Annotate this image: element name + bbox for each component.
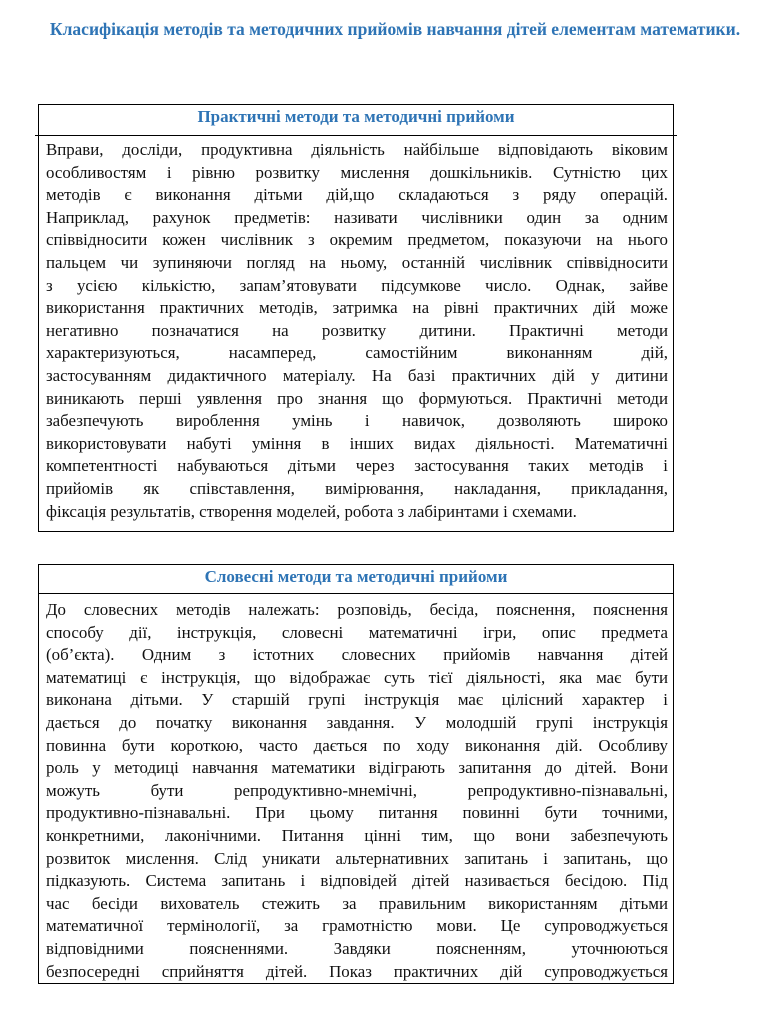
section-heading: Практичні методи та методичні прийоми — [197, 107, 515, 126]
text-line: використовувати набуті уміння в інших видах діяльності. Математичні — [46, 433, 668, 453]
text-line: Наприклад, рахунок предметів: називати числівники один за одним — [46, 207, 668, 227]
text-line: безпосередні сприйняття дітей. Показ практичних дій супроводжується — [46, 961, 668, 981]
section-body — [35, 135, 677, 531]
section-practical-methods — [38, 104, 674, 532]
text-line: виникають перші уявлення про знання що формуються. Практичні методи — [46, 388, 668, 408]
text-line: математичної термінології, за грамотністю мови. Це супроводжується — [46, 916, 668, 936]
text-line: продуктивно-пізнавальні. При цьому питання повинні бути точними, — [46, 803, 668, 823]
text-line: застосуванням дидактичного матеріалу. На базі практичних дій у дитини — [46, 365, 668, 385]
text-line: негативно позначатися на розвитку дитини. Практичні методи — [46, 320, 668, 340]
text-line: відповідними поясненнями. Завдяки поясненням, уточнюються — [46, 938, 668, 958]
text-line: До словесних методів належать: розповідь, бесіда, пояснення, пояснення — [46, 600, 668, 619]
text-line: виконана дітьми. У старшій групі інструкція має цілісний характер і — [46, 690, 668, 710]
text-line: розвиток мислення. Слід уникати альтернативних запитань і запитань, що — [46, 848, 668, 868]
text-line: методів є виконання дітьми дій,що складаються з ряду операцій. — [46, 185, 668, 205]
document-title: Класифікація методів та методичних прийомів навчання дітей елементам математики. — [49, 19, 741, 39]
section-verbal-methods — [38, 564, 674, 984]
text-line: математиці є інструкція, що відображає суть тієї діяльності, яка має бути — [46, 667, 668, 687]
text-line: конкретними, лаконічними. Питання цінні тим, що вони забезпечують — [46, 825, 668, 845]
text-line: підказують. Система запитань і відповідей дітей називається бесідою. Під — [46, 871, 668, 891]
text-line: дається до початку виконання завдання. У молодшій групі інструкція — [46, 712, 668, 732]
text-line: Вправи, досліди, продуктивна діяльність найбільше відповідають віковим — [46, 140, 668, 159]
text-line: час бесіди вихователь стежить за правильним використанням дітьми — [46, 893, 668, 913]
text-line: особливостям і рівню розвитку мислення дошкільників. Сутністю цих — [46, 162, 668, 182]
text-line: роль у методиці навчання математики відіграють запитання до дітей. Вони — [46, 758, 668, 778]
text-line: компетентності набуваються дітьми через застосування таких методів і — [46, 456, 668, 476]
text-line: характеризуються, насамперед, самостійним виконанням дій, — [46, 343, 668, 363]
text-line: прийомів як співставлення, вимірювання, накладання, прикладання, — [46, 478, 668, 498]
text-line: можуть бути репродуктивно-мнемічні, репродуктивно-пізнавальні, — [46, 780, 668, 800]
text-line: способу дії, інструкція, словесні математичні ігри, опис предмета — [46, 622, 668, 642]
text-line: з усією кількістю, запам’ятовувати підсумкове число. Однак, зайве — [46, 275, 668, 295]
text-line: повинна бути короткою, часто дається по ходу виконання дій. Особливу — [46, 735, 668, 755]
text-line: пальцем чи зупиняючи погляд на ньому, останній числівник співвідносити — [46, 252, 668, 272]
text-line: використання практичних методів, затримка на рівні практичних дій може — [46, 298, 668, 318]
section-body — [39, 593, 673, 983]
text-line: співвідносити кожен числівник з окремим предметом, показуючи на нього — [46, 230, 668, 250]
text-line: забезпечують вироблення умінь і навичок, дозволяють широко — [46, 411, 668, 431]
text-line: (об’єкта). Одним з істотних словесних прийомів навчання дітей — [46, 645, 668, 665]
section-heading: Словесні методи та методичні прийоми — [204, 567, 508, 586]
text-line: фіксація результатів, створення моделей, робота з лабіринтами і схемами. — [46, 501, 577, 521]
